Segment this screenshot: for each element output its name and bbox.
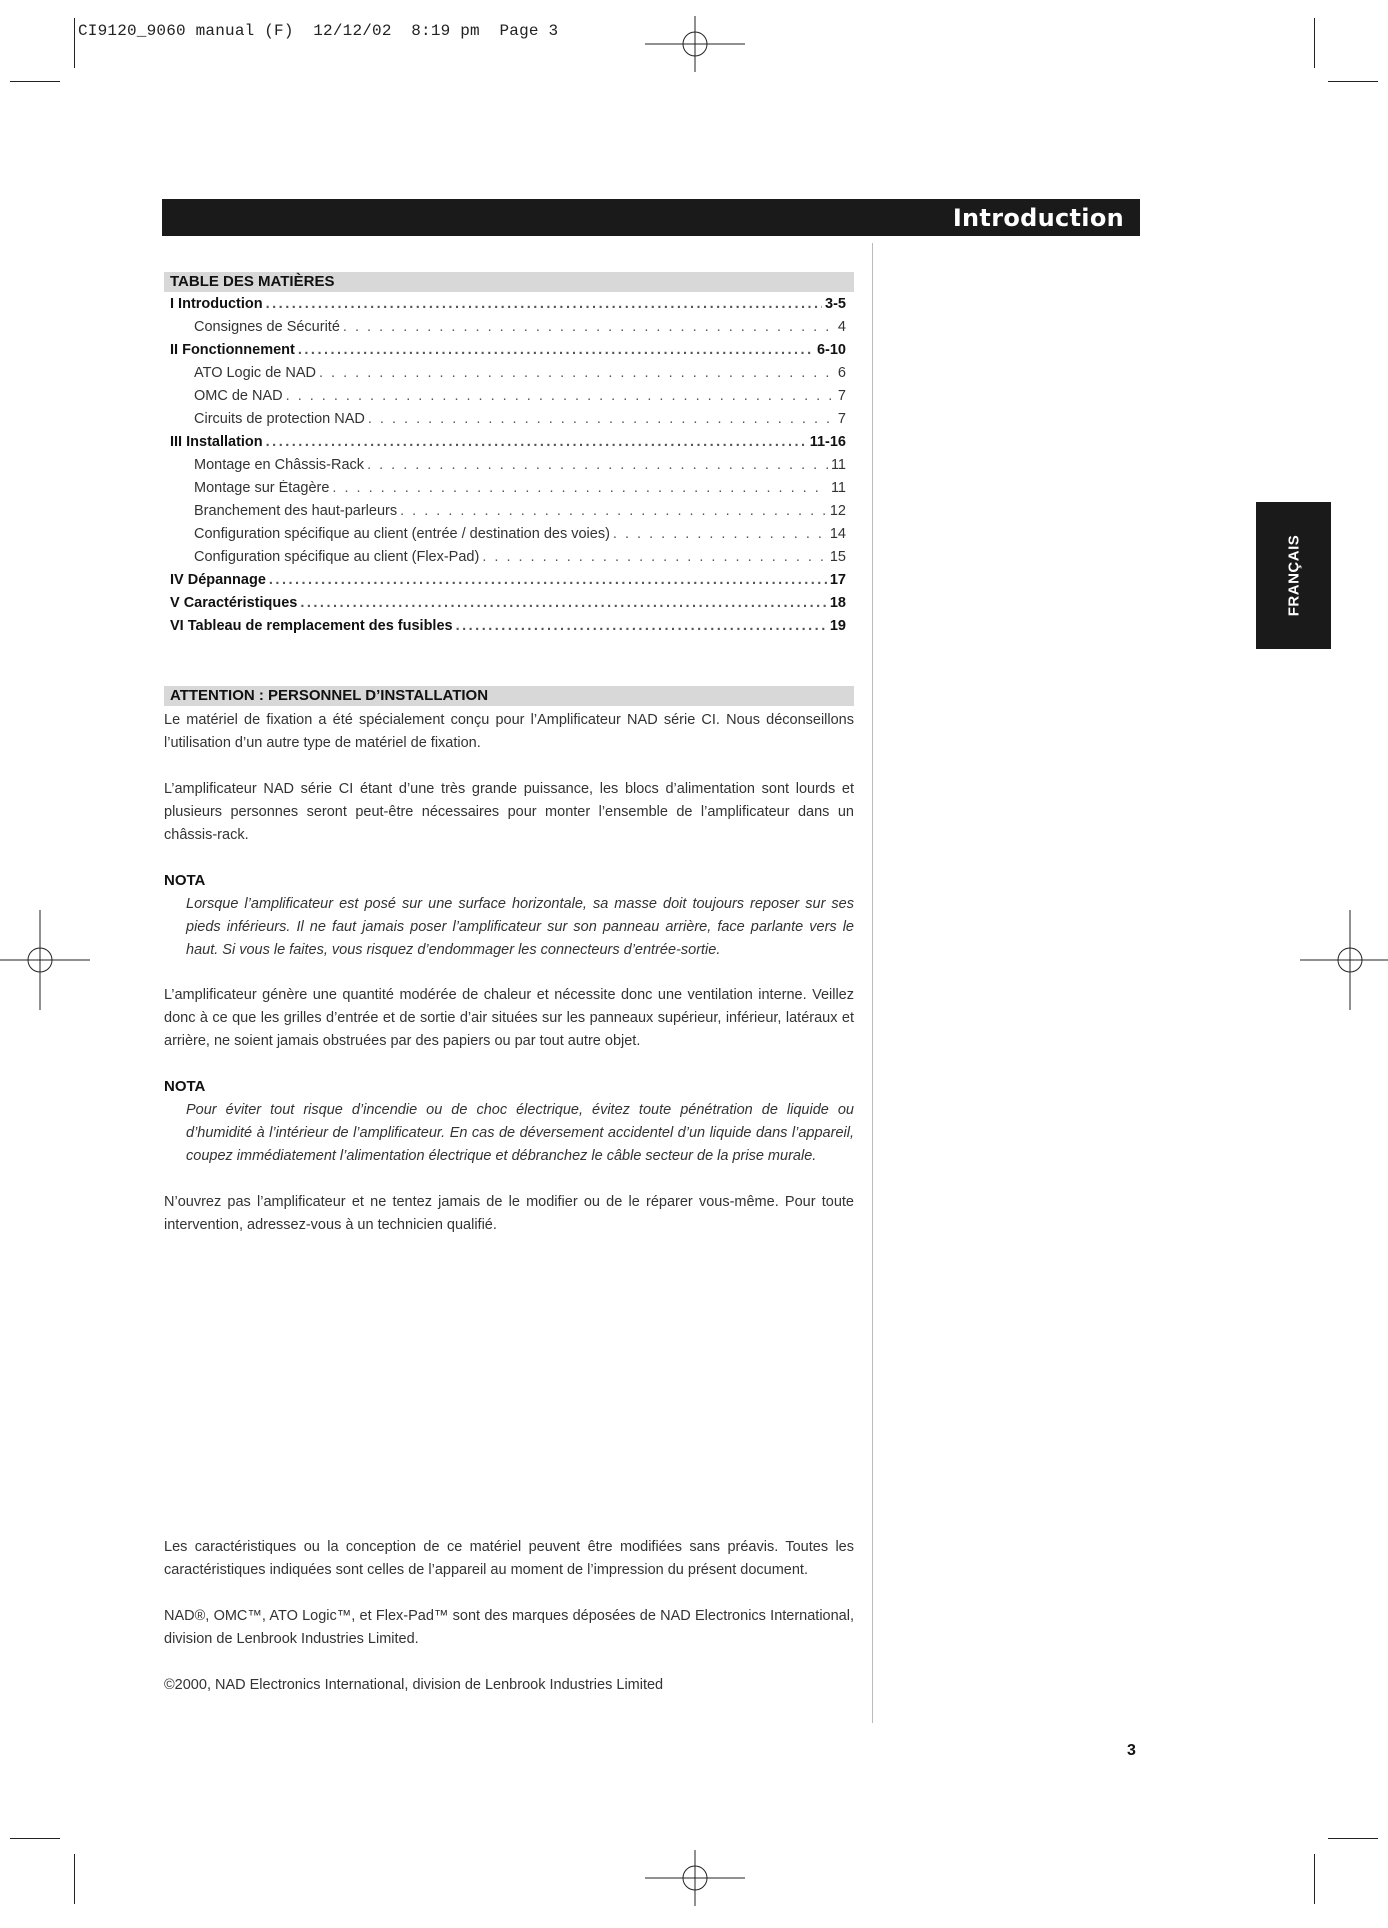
toc-leader-dots [298, 342, 814, 358]
crop-mark [74, 1854, 75, 1904]
toc-entry [164, 549, 854, 572]
toc-leader-dots [300, 595, 827, 611]
toc-entry-page: 11 [830, 480, 846, 496]
crop-mark [1328, 81, 1378, 82]
toc-leader-dots [367, 457, 828, 473]
toc-leader-dots [343, 319, 835, 335]
section-header-bar [162, 199, 1140, 236]
crop-mark [1328, 1838, 1378, 1839]
toc-entry-page: 11 [830, 457, 846, 473]
toc-entry [164, 457, 854, 480]
toc-entry-title: Branchement des haut-parleurs [194, 503, 398, 519]
toc-entry-title: VI Tableau de remplacement des fusibles [170, 618, 453, 634]
toc-entry [164, 595, 854, 618]
toc-entry-title: Consignes de Sécurité [194, 319, 340, 335]
registration-mark-icon [0, 910, 90, 1010]
toc-entry-title: Circuits de protection NAD [194, 411, 365, 427]
toc-entry-page: 19 [829, 618, 846, 634]
toc-entry [164, 342, 854, 365]
toc-entry-title: V Caractéristiques [170, 595, 298, 611]
toc-entry-page: 12 [829, 503, 846, 519]
toc-leader-dots [319, 365, 835, 381]
toc-entry-page: 3-5 [825, 296, 846, 312]
section-title: Introduction [952, 203, 1124, 232]
crop-mark [1314, 1854, 1315, 1904]
toc-leader-dots [269, 572, 827, 588]
print-slug: CI9120_9060 manual (F) 12/12/02 8:19 pm Page 3 [78, 22, 559, 40]
registration-mark-icon [645, 0, 745, 94]
crop-mark [10, 81, 60, 82]
toc-entry-title: Montage en Châssis-Rack [194, 457, 365, 473]
toc-entry [164, 365, 854, 388]
toc-entry-title: II Fonctionnement [170, 342, 295, 358]
toc-entry-page: 7 [837, 388, 846, 404]
footer-paragraph-2: NAD®, OMC™, ATO Logic™, et Flex-Pad™ sont des marques déposées de NAD Electronics International, division de Lenbrook Industries Limited. [164, 1608, 854, 1647]
toc-leader-dots [456, 618, 827, 634]
toc-entry [164, 388, 854, 411]
toc-entry-page: 17 [829, 572, 846, 588]
toc-entry-page: 15 [829, 549, 846, 565]
toc-entry-title: I Introduction [170, 296, 263, 312]
toc-entry-title: Montage sur Étagère [194, 480, 330, 496]
toc-entry [164, 572, 854, 595]
footer-copyright: ©2000, NAD Electronics International, division de Lenbrook Industries Limited [164, 1677, 664, 1693]
toc-entry-page: 6 [837, 365, 846, 381]
toc-entry [164, 434, 854, 457]
toc-leader-dots [266, 434, 807, 450]
toc-leader-dots [286, 388, 835, 404]
toc-entry-title: III Installation [170, 434, 263, 450]
page-number: 3 [1127, 1742, 1136, 1759]
toc-entry-page: 14 [829, 526, 846, 542]
toc-heading: TABLE DES MATIÈRES [164, 272, 854, 292]
nota-label-2: NOTA [164, 1078, 206, 1095]
column-divider [872, 243, 873, 1723]
toc-entry-page: 11-16 [809, 434, 846, 450]
toc-leader-dots [613, 526, 827, 542]
toc-entry-title: OMC de NAD [194, 388, 283, 404]
toc-entry-page: 18 [829, 595, 846, 611]
toc-entry-page: 6-10 [816, 342, 846, 358]
toc-entry-page: 7 [837, 411, 846, 427]
language-tab [1256, 502, 1331, 649]
toc-entry-title: Configuration spécifique au client (entrée / destination des voies) [194, 526, 610, 542]
crop-mark [74, 18, 75, 68]
attention-heading: ATTENTION : PERSONNEL D’INSTALLATION [164, 686, 854, 706]
attention-paragraph-4: N’ouvrez pas l’amplificateur et ne tentez jamais de le modifier ou de le réparer vous-même. Pour toute intervention, adressez-vous à un technicien qualifié. [164, 1194, 854, 1233]
toc-entry [164, 526, 854, 549]
language-tab-label: FRANÇAIS [1285, 534, 1302, 617]
toc-leader-dots [482, 549, 827, 565]
nota-label-1: NOTA [164, 872, 206, 889]
toc-leader-dots [400, 503, 827, 519]
table-of-contents [164, 296, 854, 641]
nota-text-1: Lorsque l’amplificateur est posé sur une surface horizontale, sa masse doit toujours reposer sur ses pieds inférieurs. Il ne faut jamais poser l’amplificateur sur son panneau arrière, face parlante vers le haut. Si vous le faites, vous risquez d’endommager les connecteurs d’entrée-sortie. [186, 896, 854, 958]
nota-text-2: Pour éviter tout risque d’incendie ou de choc électrique, évitez toute pénétration de liquide ou d’humidité à l’intérieur de l’amplificateur. En cas de déversement accidentel d’un liquide dans l’appareil, coupez immédiatement l’alimentation électrique et débranchez le câble secteur de la prise murale. [186, 1102, 854, 1164]
attention-paragraph-2: L’amplificateur NAD série CI étant d’une très grande puissance, les blocs d’alimentation sont lourds et plusieurs personnes seront peut-être nécessaires pour monter l’ensemble de l’amplificateur dans un châssis-rack. [164, 781, 854, 843]
toc-entry-title: Configuration spécifique au client (Flex-Pad) [194, 549, 480, 565]
crop-mark [10, 1838, 60, 1839]
registration-mark-icon [1300, 910, 1388, 1010]
attention-paragraph-3: L’amplificateur génère une quantité modérée de chaleur et nécessite donc une ventilation interne. Veillez donc à ce que les grilles d’entrée et de sortie d’air situées sur les panneaux supérieur, inférieur, latéraux et arrière, ne soient jamais obstruées par des papiers ou par tout autre objet. [164, 987, 854, 1049]
toc-entry [164, 618, 854, 641]
toc-entry [164, 503, 854, 526]
registration-mark-icon [645, 1828, 745, 1928]
toc-entry [164, 296, 854, 319]
toc-leader-dots [332, 480, 828, 496]
toc-entry [164, 411, 854, 434]
toc-entry-title: ATO Logic de NAD [194, 365, 316, 381]
toc-entry [164, 480, 854, 503]
toc-leader-dots [266, 296, 822, 312]
toc-entry-title: IV Dépannage [170, 572, 266, 588]
crop-mark [1314, 18, 1315, 68]
toc-entry-page: 4 [837, 319, 846, 335]
toc-entry [164, 319, 854, 342]
footer-paragraph-1: Les caractéristiques ou la conception de ce matériel peuvent être modifiées sans préavis. Toutes les caractéristiques indiquées sont celles de l’appareil au moment de l’impression du présent document. [164, 1539, 854, 1578]
attention-paragraph-1: Le matériel de fixation a été spécialement conçu pour l’Amplificateur NAD série CI. Nous déconseillons l’utilisation d’un autre type de matériel de fixation. [164, 712, 854, 751]
toc-leader-dots [368, 411, 835, 427]
